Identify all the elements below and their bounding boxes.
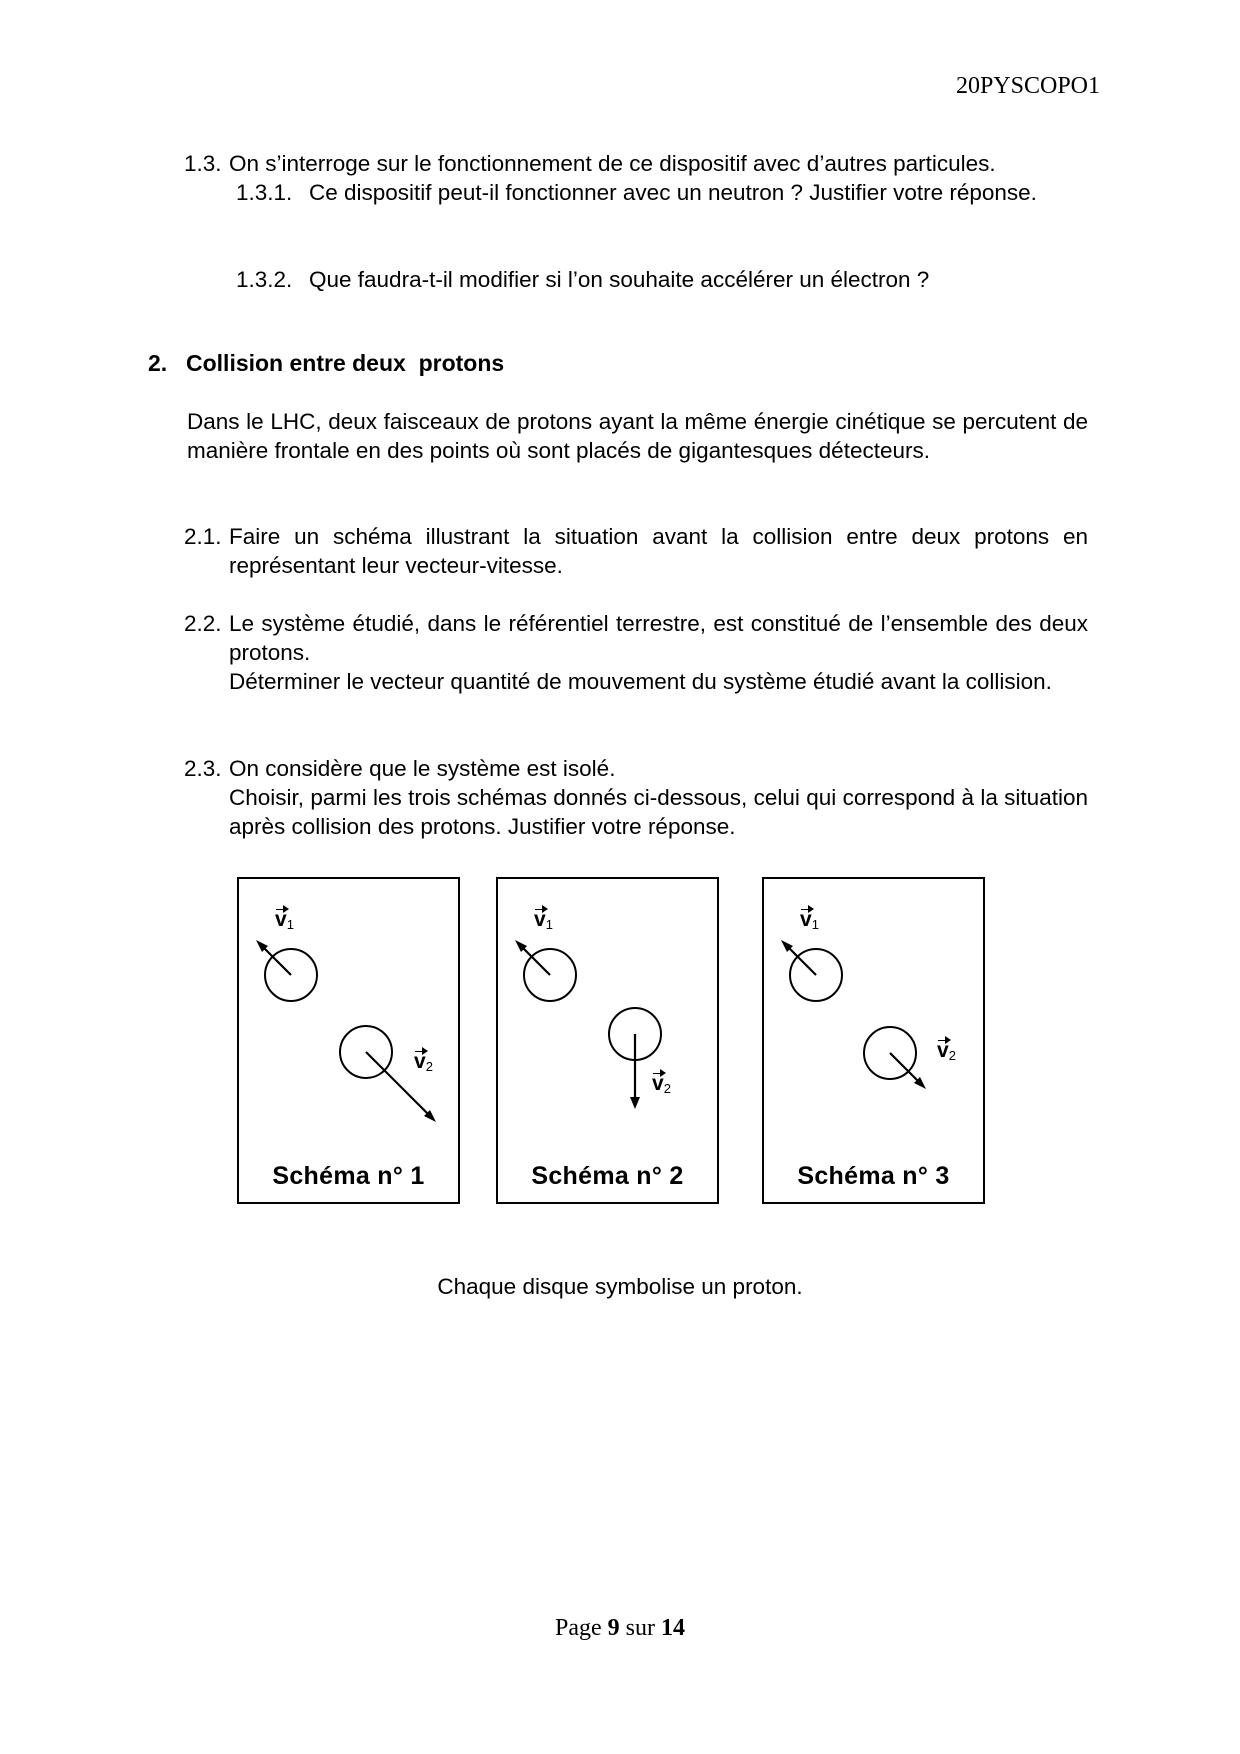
section-2-intro: Dans le LHC, deux faisceaux de protons ayant la même énergie cinétique se percutent de manière frontale en des points où sont placés de gigantesques détecteurs. (187, 409, 1088, 463)
schema-1-label: Schéma n° 1 (272, 1162, 425, 1190)
question-number-1-3-2: 1.3.2. (236, 267, 293, 292)
v1-label: $v_1$ (534, 908, 553, 932)
question-number-2-2: 2.2. (184, 611, 222, 636)
question-1-3-text: On s’interroge sur le fonctionnement de ce dispositif avec d’autres particules. (229, 151, 996, 176)
schema-2 (496, 877, 719, 1204)
v1-label: $v_1$ (275, 908, 294, 932)
figure-caption: Chaque disque symbolise un proton. (437, 1274, 803, 1299)
schema-3 (762, 877, 985, 1204)
section-2-heading (148, 349, 504, 378)
question-2-2-text: Le système étudié, dans le référentiel terrestre, est constitué de l’ensemble des deux protons. (229, 611, 1088, 665)
question-2-1-text: Faire un schéma illustrant la situation avant la collision entre deux protons en représentant leur vecteur-vitesse. (229, 524, 1088, 578)
collision-schemas (237, 877, 997, 1212)
v2-label: $v_2$ (414, 1050, 433, 1074)
question-2-3-text: On considère que le système est isolé. (229, 756, 616, 781)
section-2-title: Collision entre deux protons (186, 350, 505, 376)
schema-2-drawing (498, 879, 717, 1202)
document-reference: 20PYSCOPO1 (955, 73, 1100, 99)
schema-1 (237, 877, 460, 1204)
question-number-2-3: 2.3. (184, 756, 222, 781)
footer-total-pages: 14 (661, 1615, 685, 1641)
v2-label: $v_2$ (937, 1039, 956, 1063)
section-2-number: 2. (148, 350, 168, 376)
v1-label: $v_1$ (800, 908, 819, 932)
v2-label: $v_2$ (652, 1072, 671, 1096)
footer-middle: sur (625, 1615, 655, 1641)
question-number-1-3: 1.3. (184, 151, 222, 176)
question-1-3-1-text: Ce dispositif peut-il fonctionner avec un neutron ? Justifier votre réponse. (309, 180, 1037, 205)
question-2-3-text2: Choisir, parmi les trois schémas donnés ci-dessous, celui qui correspond à la situation après collision des protons. Justifier votre réponse. (229, 785, 1088, 839)
footer-current-page: 9 (607, 1615, 620, 1641)
question-2-2-text2: Déterminer le vecteur quantité de mouvement du système étudié avant la collision. (229, 669, 1052, 694)
schema-1-drawing (239, 879, 458, 1202)
footer-prefix: Page (555, 1615, 602, 1641)
question-number-1-3-1: 1.3.1. (236, 180, 293, 205)
proton-2-arrowhead (630, 1097, 640, 1109)
question-1-3-2-text: Que faudra-t-il modifier si l’on souhaite accélérer un électron ? (309, 267, 930, 292)
schema-3-label: Schéma n° 3 (797, 1162, 950, 1190)
schema-2-label: Schéma n° 2 (531, 1162, 684, 1190)
question-number-2-1: 2.1. (184, 524, 222, 549)
page-footer (0, 1614, 1240, 1643)
